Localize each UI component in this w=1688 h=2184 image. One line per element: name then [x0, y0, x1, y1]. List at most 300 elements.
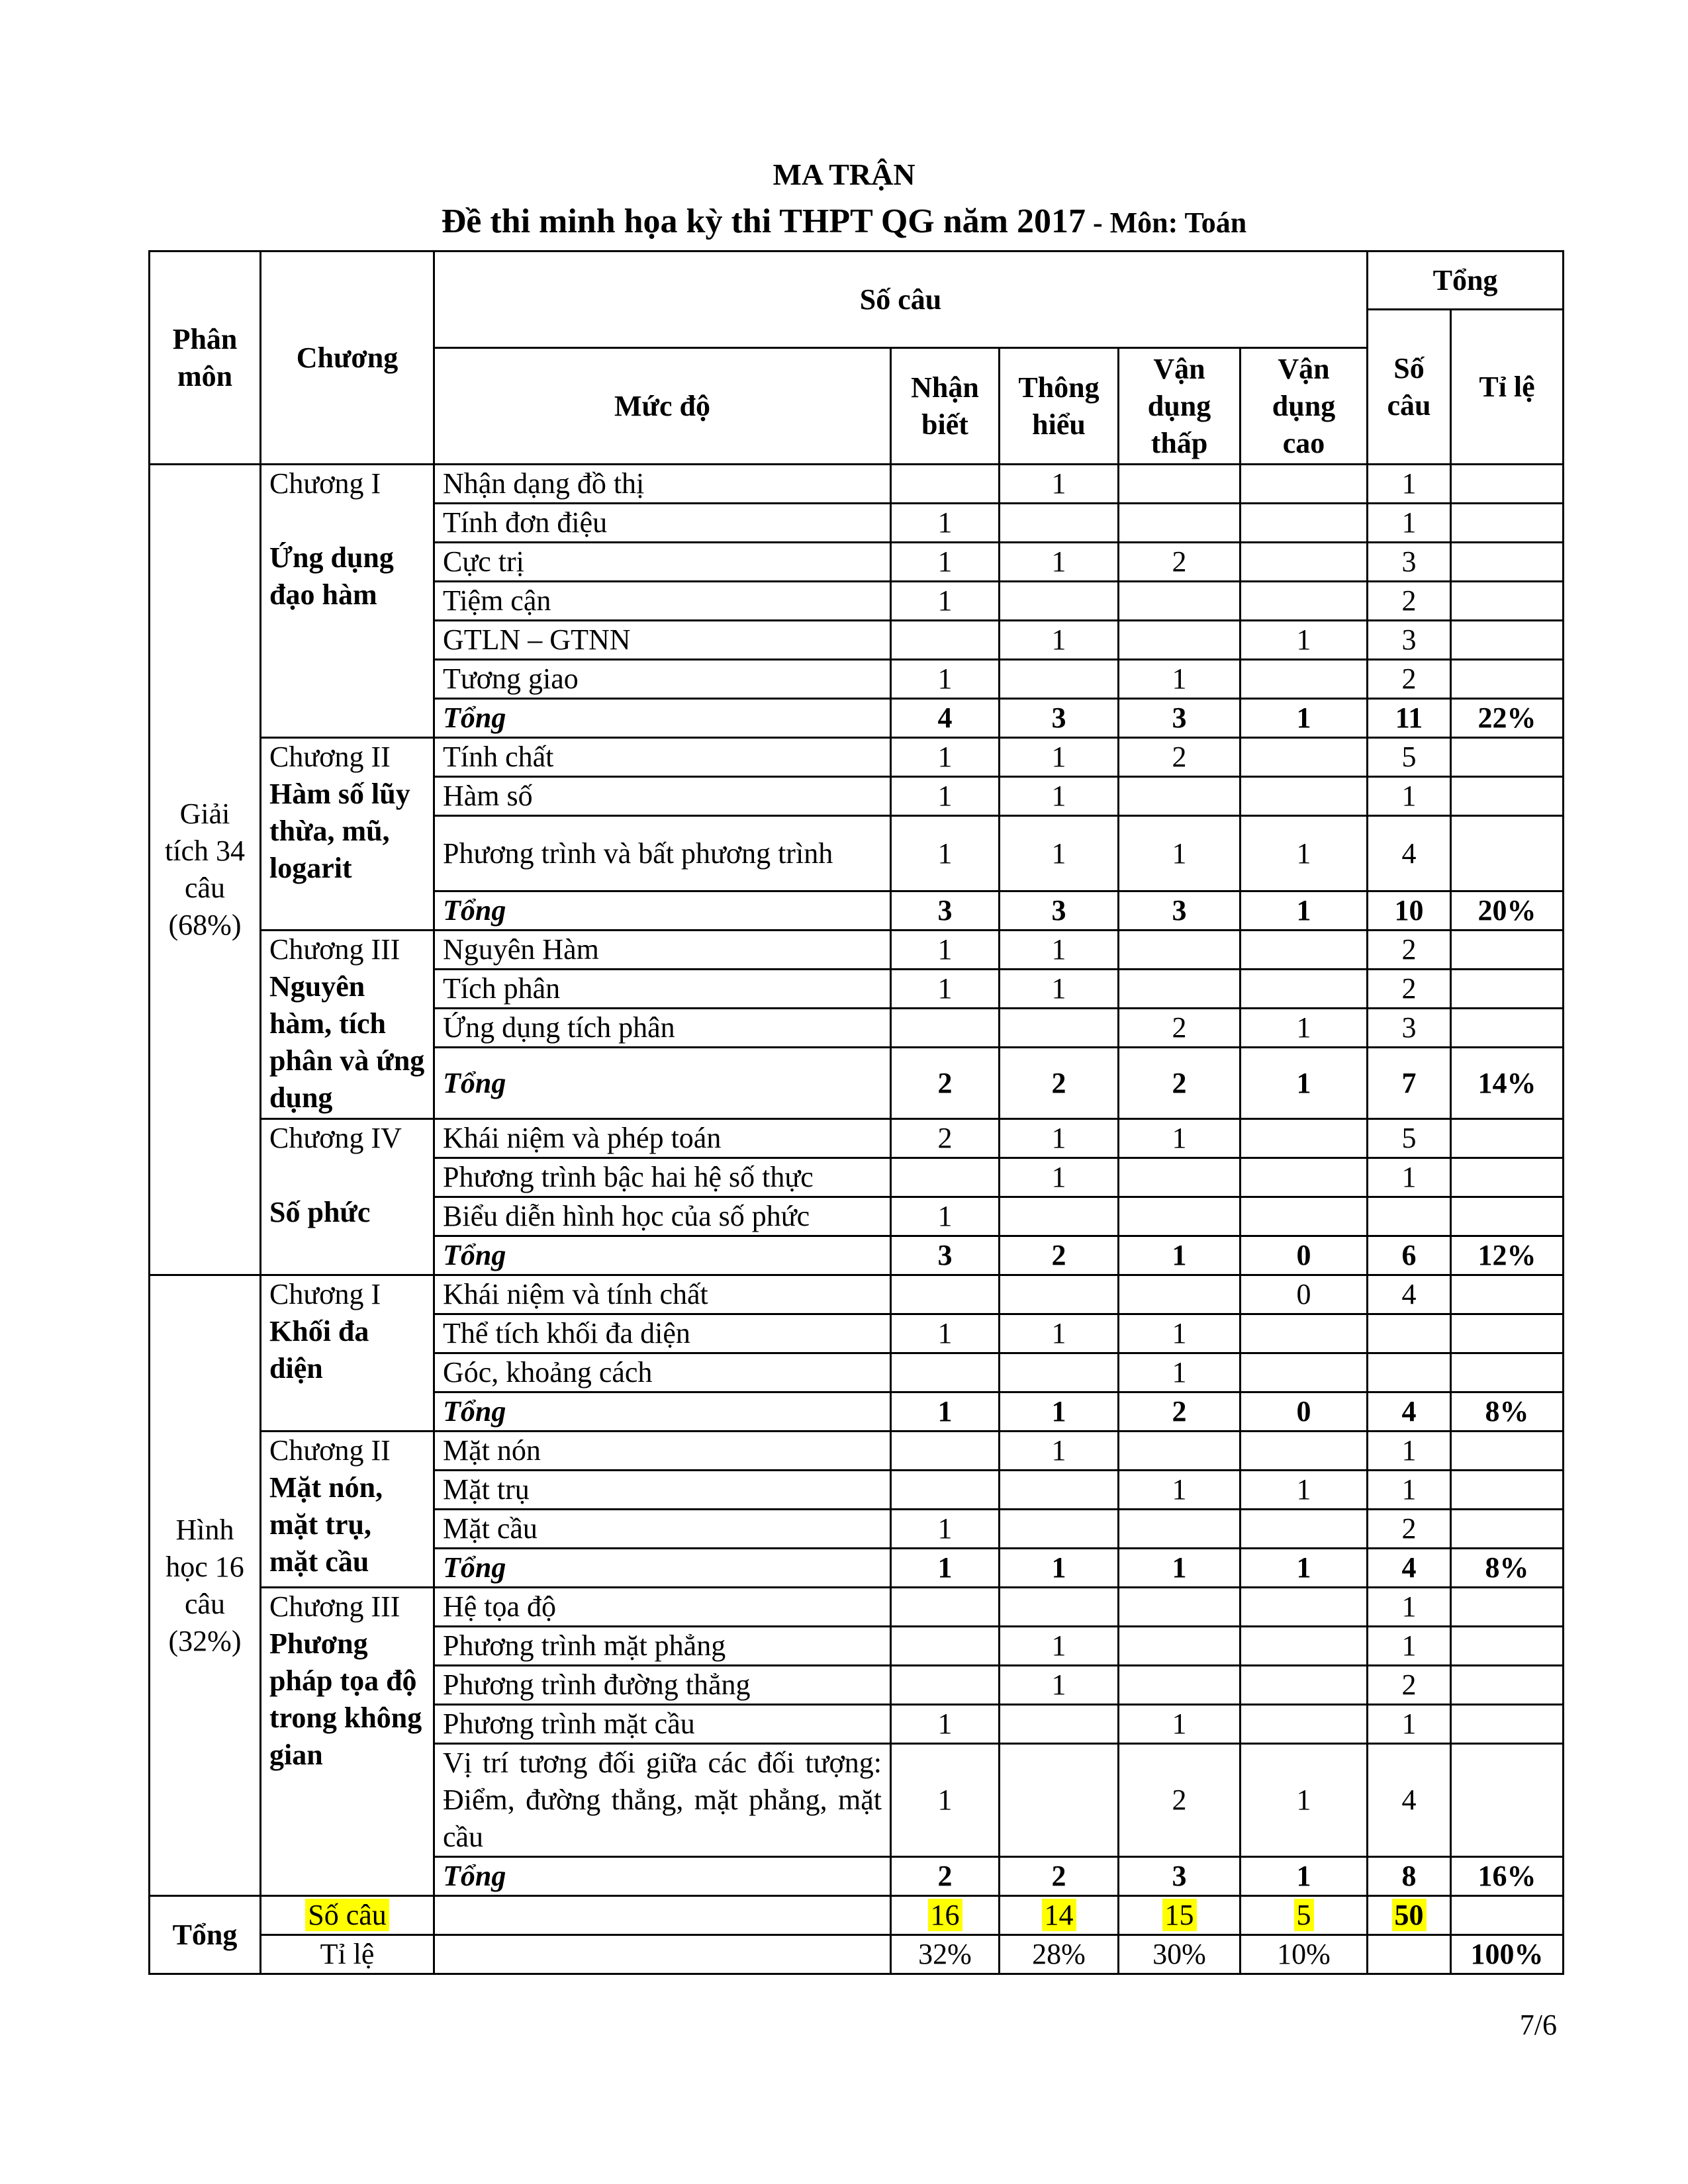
row-total-label: Tổng: [434, 891, 891, 931]
footer-ti-le-th: 28%: [1000, 1935, 1119, 1974]
chapter-cell-hh2: [261, 1432, 434, 1588]
row-value: 1: [1368, 1588, 1451, 1627]
row-value: [1451, 660, 1564, 699]
chapter-cell-gt1: [261, 465, 434, 738]
row-value: 2: [1119, 1392, 1241, 1432]
row-value: [1119, 582, 1241, 621]
row-value: 11: [1368, 699, 1451, 738]
footer-so-cau-th: 14: [1042, 1899, 1076, 1931]
row-value: [1241, 1705, 1368, 1744]
row-value: 8%: [1451, 1549, 1564, 1588]
row-total-label: Tổng: [434, 1549, 891, 1588]
row-value: 1: [1000, 1158, 1119, 1197]
row-value: [1451, 1009, 1564, 1048]
row-value: 2: [1000, 1048, 1119, 1119]
row-value: 4: [891, 699, 1000, 738]
row-topic: Hàm số: [434, 777, 891, 816]
footer-ti-le-vdc: 10%: [1241, 1935, 1368, 1974]
header-so-cau-col: Số câu: [1368, 310, 1451, 465]
row-value: [1241, 660, 1368, 699]
row-value: 1: [1241, 1549, 1368, 1588]
row-value: [891, 1158, 1000, 1197]
row-value: 12%: [1451, 1236, 1564, 1275]
row-value: [1241, 1119, 1368, 1158]
chapter-label: Chương II: [269, 1434, 391, 1467]
matrix-table: [148, 250, 1564, 1975]
row-topic: Khái niệm và tính chất: [434, 1275, 891, 1314]
spacer: [269, 1157, 425, 1194]
row-value: [1119, 1158, 1241, 1197]
table-row: [150, 931, 1564, 970]
row-value: [1451, 1353, 1564, 1392]
row-value: 1: [1000, 621, 1119, 660]
header-so-cau: Số câu: [434, 251, 1368, 348]
chapter-name: Nguyên hàm, tích phân và ứng dụng: [269, 970, 425, 1114]
header-chuong: Chương: [261, 251, 434, 465]
row-value: [1000, 1705, 1119, 1744]
row-value: [1000, 1510, 1119, 1549]
row-value: 1: [1119, 1705, 1241, 1744]
chapter-label: Chương IV: [269, 1122, 402, 1154]
row-value: 1: [891, 504, 1000, 543]
row-value: 0: [1241, 1275, 1368, 1314]
row-value: 1: [1000, 931, 1119, 970]
row-value: [1368, 1353, 1451, 1392]
row-value: 3: [1000, 891, 1119, 931]
row-value: [1119, 1510, 1241, 1549]
row-value: [1241, 1666, 1368, 1705]
row-value: [1451, 1744, 1564, 1857]
row-value: 1: [1241, 1744, 1368, 1857]
row-value: 1: [1241, 1048, 1368, 1119]
chapter-label: Chương II: [269, 741, 391, 773]
row-topic: Mặt nón: [434, 1432, 891, 1471]
row-value: [891, 1588, 1000, 1627]
row-value: [1451, 1432, 1564, 1471]
row-value: [1451, 1666, 1564, 1705]
chapter-cell-hh3: [261, 1588, 434, 1896]
row-topic: Tính chất: [434, 738, 891, 777]
row-value: 3: [1368, 1009, 1451, 1048]
header-van-dung-cao: Vận dụng cao: [1241, 348, 1368, 465]
row-value: 20%: [1451, 891, 1564, 931]
row-value: 8: [1368, 1857, 1451, 1896]
row-value: [1241, 1197, 1368, 1236]
row-value: [1241, 1432, 1368, 1471]
row-value: [1241, 582, 1368, 621]
row-value: [1451, 1510, 1564, 1549]
row-value: 2: [1000, 1857, 1119, 1896]
row-value: [1451, 543, 1564, 582]
footer-ti-le-vdt: 30%: [1119, 1935, 1241, 1974]
footer-ti-le-total: 100%: [1451, 1935, 1564, 1974]
footer-cell: [891, 1896, 1000, 1935]
row-value: 1: [891, 543, 1000, 582]
row-topic: Phương trình và bất phương trình: [434, 816, 891, 891]
chapter-label: Chương III: [269, 933, 400, 966]
footer-so-cau-label: [261, 1896, 434, 1935]
row-value: [1119, 777, 1241, 816]
row-value: 1: [1000, 1314, 1119, 1353]
row-value: [1368, 1314, 1451, 1353]
row-value: 1: [1241, 699, 1368, 738]
row-value: [1451, 816, 1564, 891]
row-value: 2: [1000, 1236, 1119, 1275]
row-value: [1451, 1705, 1564, 1744]
row-value: 1: [1000, 970, 1119, 1009]
row-topic: Phương trình đường thẳng: [434, 1666, 891, 1705]
row-value: 1: [1119, 660, 1241, 699]
row-value: [1000, 660, 1119, 699]
row-value: [1119, 1432, 1241, 1471]
row-value: [1451, 1588, 1564, 1627]
row-value: 3: [1368, 543, 1451, 582]
row-value: 2: [891, 1857, 1000, 1896]
table-row: [150, 465, 1564, 504]
footer-ti-le-label: Tỉ lệ: [261, 1935, 434, 1974]
row-value: 1: [1000, 1119, 1119, 1158]
footer-tong: Tổng: [150, 1896, 261, 1974]
row-value: 2: [1119, 738, 1241, 777]
row-value: [1241, 1510, 1368, 1549]
row-value: [1241, 777, 1368, 816]
row-topic: GTLN – GTNN: [434, 621, 891, 660]
row-value: [1119, 465, 1241, 504]
row-value: [1000, 1744, 1119, 1857]
row-value: [1000, 1009, 1119, 1048]
row-value: 1: [1368, 465, 1451, 504]
row-value: 1: [1368, 777, 1451, 816]
row-value: [891, 621, 1000, 660]
row-value: 1: [1368, 1705, 1451, 1744]
row-value: 1: [1119, 1314, 1241, 1353]
row-value: 2: [1119, 543, 1241, 582]
table-row: [150, 1588, 1564, 1627]
row-value: [1000, 504, 1119, 543]
row-value: 1: [1368, 1627, 1451, 1666]
row-value: 1: [1241, 816, 1368, 891]
section-hinh-hoc: Hình học 16 câu (32%): [150, 1275, 261, 1896]
table-row: [150, 738, 1564, 777]
chapter-label: Chương III: [269, 1590, 400, 1623]
row-value: 1: [891, 738, 1000, 777]
subtitle-main: Đề thi minh họa kỳ thi THPT QG năm 2017: [441, 203, 1086, 240]
row-value: 16%: [1451, 1857, 1564, 1896]
row-value: [1451, 1471, 1564, 1510]
row-value: 4: [1368, 1549, 1451, 1588]
footer-so-cau-label-text: Số câu: [305, 1899, 389, 1931]
row-value: 2: [891, 1048, 1000, 1119]
row-value: 1: [1368, 1471, 1451, 1510]
spacer: [269, 502, 425, 539]
footer-empty: [434, 1935, 891, 1974]
row-topic: Ứng dụng tích phân: [434, 1009, 891, 1048]
footer-empty: [434, 1896, 891, 1935]
row-value: 1: [1000, 1627, 1119, 1666]
row-value: 7: [1368, 1048, 1451, 1119]
row-topic: Mặt cầu: [434, 1510, 891, 1549]
row-value: [891, 1009, 1000, 1048]
row-value: 2: [1368, 582, 1451, 621]
row-value: [1451, 582, 1564, 621]
row-value: 2: [1368, 1666, 1451, 1705]
row-value: 1: [1241, 1857, 1368, 1896]
row-value: 1: [891, 931, 1000, 970]
subtitle-subject: - Môn: Toán: [1085, 206, 1247, 239]
row-value: 1: [1368, 1432, 1451, 1471]
chapter-cell-gt3: [261, 931, 434, 1119]
header-tong: Tổng: [1368, 251, 1564, 310]
row-value: [1119, 970, 1241, 1009]
footer-cell: [1119, 1896, 1241, 1935]
row-topic: Tích phân: [434, 970, 891, 1009]
row-value: [1451, 1275, 1564, 1314]
row-value: 1: [1000, 1392, 1119, 1432]
row-value: [1451, 1314, 1564, 1353]
row-topic: Tính đơn điệu: [434, 504, 891, 543]
row-value: [1241, 970, 1368, 1009]
row-value: 1: [1119, 1236, 1241, 1275]
row-value: [1451, 1627, 1564, 1666]
row-value: 3: [1368, 621, 1451, 660]
row-value: [1119, 1588, 1241, 1627]
row-value: [1451, 1119, 1564, 1158]
chapter-label: Chương I: [269, 467, 381, 500]
header-phan-mon: Phân môn: [150, 251, 261, 465]
footer-so-cau-nb: 16: [928, 1899, 962, 1931]
row-value: [1241, 1627, 1368, 1666]
row-value: 1: [1241, 891, 1368, 931]
row-value: 2: [1119, 1048, 1241, 1119]
row-value: 1: [1000, 543, 1119, 582]
row-value: 2: [891, 1119, 1000, 1158]
row-value: 3: [1000, 699, 1119, 738]
row-value: [1241, 1158, 1368, 1197]
row-topic: Nhận dạng đồ thị: [434, 465, 891, 504]
row-value: 1: [1119, 1549, 1241, 1588]
row-value: [1451, 970, 1564, 1009]
row-value: 4: [1368, 816, 1451, 891]
row-value: 3: [1119, 891, 1241, 931]
table-row: [150, 1119, 1564, 1158]
row-value: 1: [891, 1549, 1000, 1588]
chapter-label: Chương I: [269, 1278, 381, 1310]
row-value: 1: [1119, 1353, 1241, 1392]
row-value: 3: [891, 1236, 1000, 1275]
row-value: [1241, 1353, 1368, 1392]
footer-ti-le-socau: [1368, 1935, 1451, 1974]
row-value: 0: [1241, 1236, 1368, 1275]
page-number: 7/6: [1519, 2009, 1557, 2041]
row-value: 1: [1241, 1471, 1368, 1510]
row-value: [1451, 465, 1564, 504]
row-value: 1: [891, 777, 1000, 816]
row-topic: Thể tích khối đa diện: [434, 1314, 891, 1353]
row-topic: Phương trình bậc hai hệ số thực: [434, 1158, 891, 1197]
row-value: [1000, 1197, 1119, 1236]
row-value: [1000, 1471, 1119, 1510]
footer-so-cau-vdt: 15: [1162, 1899, 1197, 1931]
row-value: 2: [1368, 1510, 1451, 1549]
row-value: 3: [1119, 699, 1241, 738]
row-value: [891, 1627, 1000, 1666]
row-value: [1000, 1275, 1119, 1314]
row-value: [1119, 621, 1241, 660]
row-value: 10: [1368, 891, 1451, 931]
row-value: 1: [1241, 621, 1368, 660]
row-value: [1241, 738, 1368, 777]
row-topic: Tương giao: [434, 660, 891, 699]
row-value: 1: [891, 1705, 1000, 1744]
row-value: [891, 1432, 1000, 1471]
header-ti-le: Tỉ lệ: [1451, 310, 1564, 465]
row-value: 2: [1368, 660, 1451, 699]
page-title: MA TRẬN: [773, 158, 915, 191]
row-topic: Hệ tọa độ: [434, 1588, 891, 1627]
row-value: 2: [1368, 931, 1451, 970]
row-value: 1: [891, 816, 1000, 891]
row-value: 6: [1368, 1236, 1451, 1275]
row-value: 2: [1119, 1744, 1241, 1857]
row-value: 1: [1119, 816, 1241, 891]
chapter-name: Mặt nón, mặt trụ, mặt cầu: [269, 1471, 383, 1578]
row-value: 1: [1000, 777, 1119, 816]
row-value: 3: [1119, 1857, 1241, 1896]
table-row: [150, 1432, 1564, 1471]
chapter-cell-gt2: [261, 738, 434, 931]
row-total-label: Tổng: [434, 1857, 891, 1896]
footer-cell: [1000, 1896, 1119, 1935]
row-value: 1: [891, 660, 1000, 699]
row-value: 1: [891, 1392, 1000, 1432]
row-value: [1000, 1353, 1119, 1392]
row-value: [891, 1471, 1000, 1510]
row-value: [1119, 1666, 1241, 1705]
row-value: 2: [1368, 970, 1451, 1009]
row-value: 14%: [1451, 1048, 1564, 1119]
row-value: [1451, 777, 1564, 816]
header-muc-do: Mức độ: [434, 348, 891, 465]
row-value: 1: [1000, 816, 1119, 891]
row-value: [1119, 504, 1241, 543]
row-value: [891, 1666, 1000, 1705]
row-value: 1: [1000, 1666, 1119, 1705]
row-value: [1241, 931, 1368, 970]
section-giai-tich: Giải tích 34 câu (68%): [150, 465, 261, 1275]
row-value: [1241, 543, 1368, 582]
row-topic: Vị trí tương đối giữa các đối tượng: Điểm, đường thẳng, mặt phẳng, mặt cầu: [434, 1744, 891, 1857]
row-topic: Tiệm cận: [434, 582, 891, 621]
row-value: 1: [1241, 1009, 1368, 1048]
row-topic: Phương trình mặt cầu: [434, 1705, 891, 1744]
footer-ti-le-nb: 32%: [891, 1935, 1000, 1974]
row-total-label: Tổng: [434, 1392, 891, 1432]
row-value: 1: [1000, 1432, 1119, 1471]
row-value: 5: [1368, 1119, 1451, 1158]
chapter-name: Khối đa diện: [269, 1315, 369, 1385]
table-row: [150, 1275, 1564, 1314]
row-value: 1: [1000, 465, 1119, 504]
row-value: [1368, 1197, 1451, 1236]
row-value: [1451, 931, 1564, 970]
row-value: [1451, 1197, 1564, 1236]
row-value: 1: [891, 970, 1000, 1009]
row-topic: Nguyên Hàm: [434, 931, 891, 970]
chapter-name: Số phức: [269, 1196, 371, 1228]
footer-so-cau-vdc: 5: [1294, 1899, 1314, 1931]
row-total-label: Tổng: [434, 1236, 891, 1275]
row-value: [1119, 1275, 1241, 1314]
header-van-dung-thap: Vận dụng thấp: [1119, 348, 1241, 465]
row-value: [1451, 738, 1564, 777]
row-value: [1241, 504, 1368, 543]
row-value: 0: [1241, 1392, 1368, 1432]
chapter-name: Ứng dụng đạo hàm: [269, 541, 394, 611]
row-value: [1451, 504, 1564, 543]
footer-empty: [1451, 1896, 1564, 1935]
row-value: 3: [891, 891, 1000, 931]
row-value: 4: [1368, 1275, 1451, 1314]
row-value: 2: [1119, 1009, 1241, 1048]
row-topic: Khái niệm và phép toán: [434, 1119, 891, 1158]
row-value: 1: [1368, 1158, 1451, 1197]
header-nhan-biet: Nhận biết: [891, 348, 1000, 465]
chapter-cell-hh1: [261, 1275, 434, 1432]
row-value: [1451, 1158, 1564, 1197]
footer-cell: [1368, 1896, 1451, 1935]
footer-so-cau-total: 50: [1392, 1899, 1427, 1931]
row-value: 1: [891, 1197, 1000, 1236]
header-thong-hieu: Thông hiểu: [1000, 348, 1119, 465]
chapter-name: Hàm số lũy thừa, mũ, logarit: [269, 778, 410, 884]
row-topic: Mặt trụ: [434, 1471, 891, 1510]
row-topic: Phương trình mặt phẳng: [434, 1627, 891, 1666]
row-topic: Biểu diễn hình học của số phức: [434, 1197, 891, 1236]
row-value: 8%: [1451, 1392, 1564, 1432]
row-value: 1: [891, 582, 1000, 621]
row-value: 1: [891, 1510, 1000, 1549]
row-value: 22%: [1451, 699, 1564, 738]
chapter-name: Phương pháp tọa độ trong không gian: [269, 1627, 422, 1771]
row-value: [1000, 1588, 1119, 1627]
row-value: 1: [891, 1744, 1000, 1857]
row-value: [1241, 1588, 1368, 1627]
row-value: [1241, 1314, 1368, 1353]
page-subtitle: [0, 199, 1688, 246]
row-value: 5: [1368, 738, 1451, 777]
row-value: [1451, 621, 1564, 660]
row-value: 4: [1368, 1392, 1451, 1432]
chapter-cell-gt4: [261, 1119, 434, 1275]
row-value: 1: [1368, 504, 1451, 543]
row-value: [1119, 931, 1241, 970]
footer-cell: [1241, 1896, 1368, 1935]
row-value: 1: [1000, 1549, 1119, 1588]
row-value: [1000, 582, 1119, 621]
row-value: [891, 1275, 1000, 1314]
row-value: [891, 465, 1000, 504]
row-value: [1119, 1197, 1241, 1236]
row-value: 1: [891, 1314, 1000, 1353]
row-value: [1119, 1627, 1241, 1666]
row-value: 4: [1368, 1744, 1451, 1857]
row-value: 1: [1000, 738, 1119, 777]
row-value: 1: [1119, 1119, 1241, 1158]
row-value: 1: [1119, 1471, 1241, 1510]
row-total-label: Tổng: [434, 699, 891, 738]
row-topic: Góc, khoảng cách: [434, 1353, 891, 1392]
row-topic: Cực trị: [434, 543, 891, 582]
